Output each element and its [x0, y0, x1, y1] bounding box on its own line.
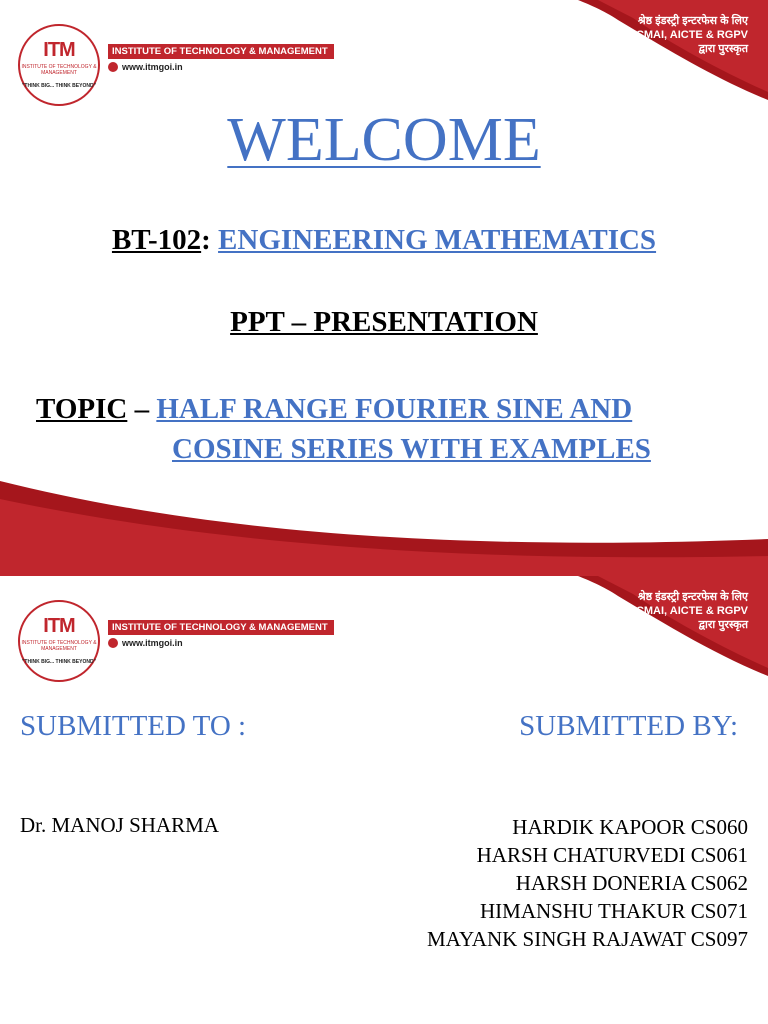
course-line: [0, 224, 768, 257]
topic-block: [36, 389, 651, 469]
topic-label: TOPIC: [36, 393, 128, 425]
badge-hindi-line: श्रेष्ठ इंडस्ट्री इन्टरफेस के लिए: [637, 15, 748, 27]
website-text: www.itmgoi.in: [122, 62, 183, 72]
course-code: BT-102: [111, 224, 202, 256]
presentation-label: PPT – PRESENTATION: [230, 306, 538, 338]
teacher-name: Dr. MANOJ SHARMA: [20, 813, 219, 837]
presentation-line: [0, 306, 768, 339]
topic-title-line1: HALF RANGE FOURIER SINE AND: [156, 393, 633, 425]
itm-logo: [18, 600, 100, 682]
submitted-to-heading: SUBMITTED TO :: [20, 710, 247, 742]
website-text: www.itmgoi.in: [122, 638, 183, 648]
logo-text: ITM: [43, 39, 75, 61]
badge-hindi-line: श्रेष्ठ इंडस्ट्री इन्टरफेस के लिए: [637, 591, 748, 603]
member-item: HIMANSHU THAKUR CS071: [480, 899, 748, 923]
member-item: HARDIK KAPOOR CS060: [512, 815, 748, 839]
logo-small-text: INSTITUTE OF TECHNOLOGY & MANAGEMENT: [21, 640, 97, 652]
award-badge-text: [636, 14, 748, 56]
bottom-swoosh: [0, 481, 768, 576]
institute-name: INSTITUTE OF TECHNOLOGY & MANAGEMENT: [108, 620, 334, 635]
badge-award-line: CMAI, AICTE & RGPV: [635, 605, 748, 617]
topic-title-line2: COSINE SERIES WITH EXAMPLES: [172, 433, 651, 465]
member-list: [427, 813, 748, 953]
logo-small-text: INSTITUTE OF TECHNOLOGY & MANAGEMENT: [21, 64, 97, 76]
submitted-by-heading: SUBMITTED BY:: [519, 710, 738, 742]
website-link: [108, 638, 183, 648]
member-item: HARSH DONERIA CS062: [515, 871, 748, 895]
member-item: HARSH CHATURVEDI CS061: [476, 843, 748, 867]
badge-hindi-line-2: द्वारा पुरस्कृत: [698, 619, 748, 631]
welcome-heading: WELCOME: [227, 106, 541, 174]
globe-icon: [108, 638, 118, 648]
topic-separator: –: [127, 393, 157, 425]
award-badge-text: [636, 590, 748, 632]
badge-hindi-line-2: द्वारा पुरस्कृत: [698, 43, 748, 55]
badge-award-line: CMAI, AICTE & RGPV: [635, 29, 748, 41]
logo-text: ITM: [43, 615, 75, 637]
website-link: [108, 62, 183, 72]
member-item: MAYANK SINGH RAJAWAT CS097: [427, 927, 748, 951]
logo-tagline: "THINK BIG... THINK BEYOND": [22, 659, 96, 665]
globe-icon: [108, 62, 118, 72]
itm-logo: [18, 24, 100, 106]
course-name: ENGINEERING MATHEMATICS: [218, 224, 657, 256]
credits-slide: [0, 576, 768, 1024]
logo-tagline: "THINK BIG... THINK BEYOND": [22, 83, 96, 89]
course-separator: :: [201, 224, 219, 256]
institute-name: INSTITUTE OF TECHNOLOGY & MANAGEMENT: [108, 44, 334, 59]
